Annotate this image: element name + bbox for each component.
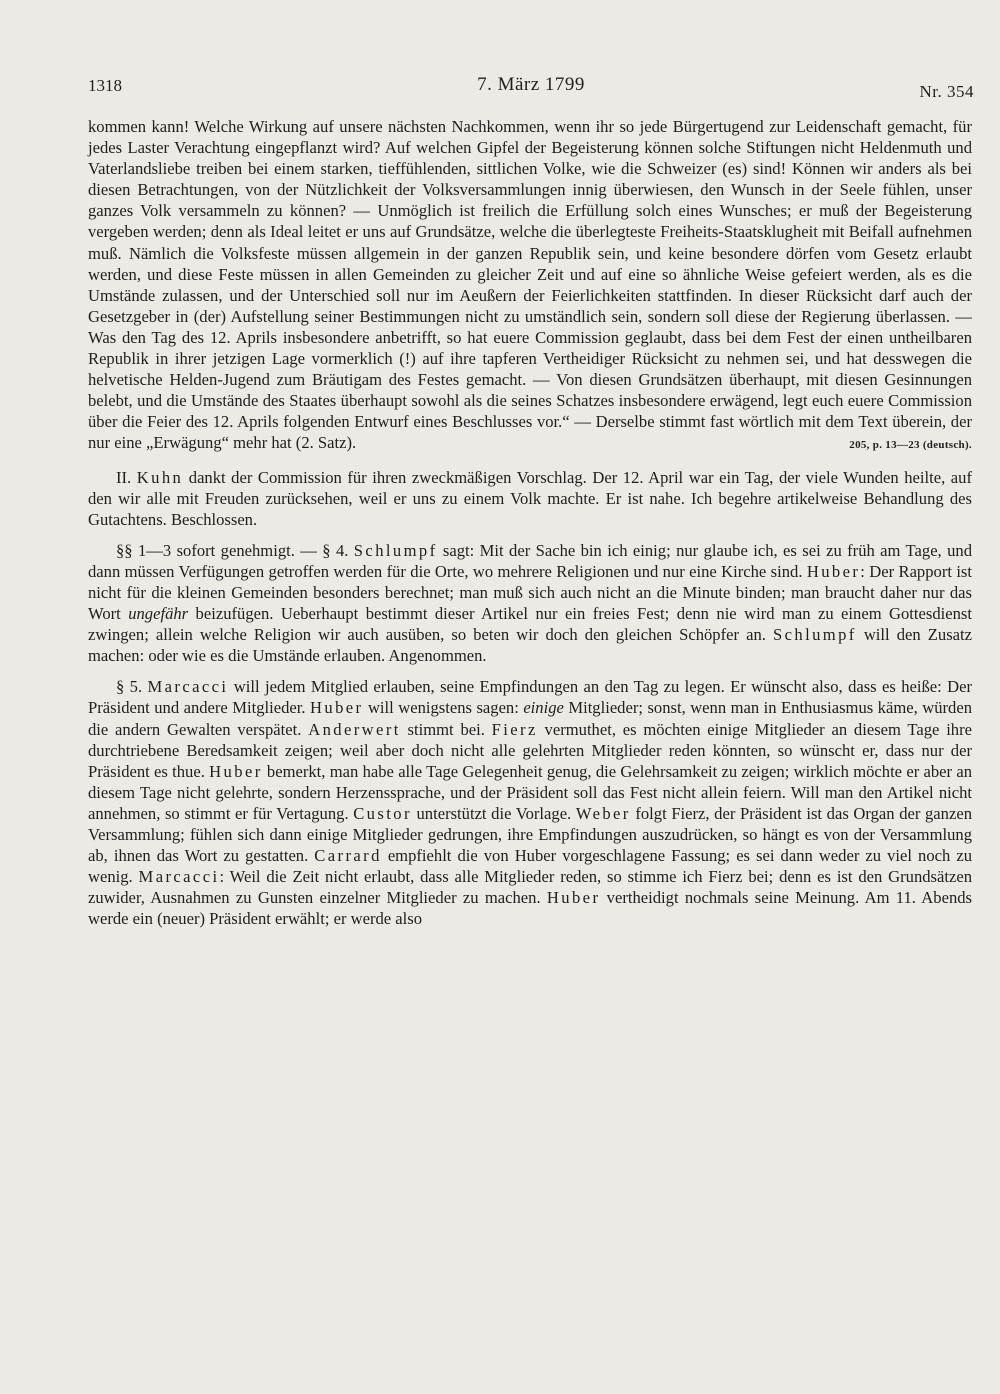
paragraph-1: [88, 116, 972, 457]
speaker-name: Schlumpf: [773, 625, 857, 645]
text-segment: sagt: Mit der Sache bin ich einig; nur glaube ich, es sei zu früh am Tage, und dann müssen Verfügungen getroffen werden für die Orte, wo mehrere Religionen und nur eine Kirche sind.: [88, 540, 972, 581]
speaker-name: Schlumpf: [353, 540, 438, 560]
speaker-name: Kuhn: [136, 467, 184, 487]
speaker-name: Custor: [353, 803, 412, 823]
paragraph-2: [88, 467, 972, 530]
text-segment: dankt der Commission für ihren zweckmäßigen Vorschlag. Der 12. April war ein Tag, der viele Wunden heilte, auf den wir alle mit Freuden zurücksehen, weil er uns zu einem Volk machte. Er ist nahe. Ich begehre artikelweise Behandlung des Gutachtens. Beschlossen.: [88, 467, 972, 529]
text-segment: §§ 1—3 sofort genehmigt. — § 4.: [116, 540, 354, 560]
speaker-name: Huber: [209, 761, 263, 781]
text-segment: will wenigstens sagen:: [363, 698, 524, 718]
speaker-name: Fierz: [491, 719, 538, 739]
text-segment: bemerkt, man habe alle Tage Gelegenheit genug, die Gelehrsamkeit zu zeigen; wirklich möchte er aber an diesem Tage nicht gelehrte, sondern Herzenssprache, und der Präsident soll das Fest nicht allein feiern. Will man den Artikel nicht annehmen, so stimmt er für Vertagung.: [88, 761, 973, 823]
page-number: 1318: [88, 76, 122, 95]
speaker-name: Carrard: [314, 846, 382, 866]
text-segment: will jedem Mitglied erlauben, seine Empfindungen an den Tag zu legen. Er wünscht also, dass es heiße: Der Präsident und andere Mitglieder.: [88, 677, 973, 718]
text-segment: beizufügen. Ueberhaupt bestimmt dieser Artikel nur ein freies Fest; denn nie wird man zu einem Gottesdienst zwingen; allein welche Religion wir auch ausüben, so beten wir doch den gleichen Schöpfer an.: [88, 604, 972, 645]
text-segment: vermuthet, es möchten einige Mitglieder an diesem Tage ihre durchtriebene Beredsamkeit zeigen; weil aber doch nicht alle gelehrten Mitglieder reden könnten, so wünscht er, dass nur der Präsident es thue.: [88, 719, 972, 781]
text-segment: Mitglieder; sonst, wenn man in Enthusiasmus käme, würden die andern Gewalten verspätet.: [88, 698, 972, 739]
document-number: Nr. 354: [919, 82, 974, 101]
text-segment: § 5.: [116, 677, 148, 697]
speaker-name: Huber: [546, 888, 601, 908]
speaker-name: Marcacci: [147, 677, 229, 697]
text-segment: II.: [116, 467, 137, 487]
text-segment: empfiehlt die von Huber vorgeschlagene Fassung; es sei dann weder zu viel noch zu wenig.: [88, 846, 972, 887]
speaker-name: Huber: [806, 561, 861, 581]
text-segment: : Der Rapport ist nicht für die kleinen Gemeinden besonders berechnet; man muß sich auch nicht an die Minute binden; man braucht daher nur das Wort: [88, 561, 972, 624]
text-segment: folgt Fierz, der Präsident ist das Organ der ganzen Versammlung; fühlen sich dann einige Mitglieder gedrungen, ihre Empfindungen auszudrücken, so hängt es von der Versammlung ab, ihnen das Wort zu gestatten.: [88, 803, 972, 866]
text-segment: : Weil die Zeit nicht erlaubt, dass alle Mitglieder reden, so stimme ich Fierz bei; denn es ist den Grundsätzen zuwider, Ausnahmen zu Gunsten einzelner Mitglieder zu machen.: [88, 867, 972, 908]
speaker-name: Anderwert: [308, 719, 401, 739]
speaker-name: Marcacci: [138, 867, 220, 887]
speaker-name: Weber: [575, 803, 631, 823]
speaker-name: Huber: [310, 698, 364, 718]
italic-word: einige: [523, 698, 564, 718]
text-segment: stimmt bei.: [400, 719, 492, 739]
paragraph-4: [88, 676, 972, 929]
text-segment: will den Zusatz machen: oder wie es die Umstände erlauben. Angenommen.: [88, 625, 972, 666]
text-segment: vertheidigt nochmals seine Meinung. Am 11. Abends werde ein (neuer) Präsident erwählt; er werde also: [88, 888, 973, 929]
italic-word: ungefähr: [128, 604, 189, 624]
paragraph-3: [88, 540, 972, 667]
document-body: [88, 116, 972, 929]
page-header: [88, 74, 974, 104]
text-segment: unterstützt die Vorlage.: [411, 803, 576, 823]
source-note: 205, p. 13—23 (deutsch).: [849, 439, 972, 452]
paragraph-1-text: kommen kann! Welche Wirkung auf unsere nächsten Nachkommen, wenn ihr so jede Bürgertugend zur Leidenschaft gemacht, für jedes Laster Verachtung eingepflanzt wird? Auf welchen Gipfel der Begeisterung können solche Stiftungen nicht Heldenmuth und Vaterlandsliebe treiben bei einem starken, tieffühlenden, sittlichen Volke, wie die Schweizer (es) sind! Können wir anders als bei diesen Betrachtungen, von der Nützlichkeit der Volksversammlungen innig überwiesen, den Wunsch in der Seele fühlen, unser ganzes Volk versammeln zu können? — Unmöglich ist freilich die Erfüllung solch eines Wunsches; er muß der Begeisterung vergeben werden; denn als Ideal leitet er uns auf Grundsätze, welche die überlegteste Freiheits-Staatsklugheit mit Beifall aufnehmen muß. Nämlich die Volksfeste müssen allgemein in der ganzen Republik sein, und keine besondere dörfen vom Gesetz erlaubt werden, und diese Feste müssen in allen Gemeinden zu gleicher Zeit und auf eine so ähnliche Weise gefeiert werden, als es die Umstände zulassen, und der Unterschied soll nur im Aeußern der Feierlichkeiten stattfinden. In dieser Rücksicht darf auch der Gesetzgeber in (der) Aufstellung seiner Bestimmungen nicht zu umständlich sein, sondern soll diese der Regierung überlassen. — Was den Tag des 12. Aprils insbesondere anbetrifft, so hat euere Commission geglaubt, dass bei dem Fest der einen untheilbaren Republik in ihrer jetzigen Lage vormerklich (!) auf ihre tapferen Vertheidiger Rücksicht zu nehmen sei, und hat desswegen die helvetische Helden-Jugend zum Bräutigam des Festes gemacht. — Von diesen Grundsätzen überhaupt, mit diesen Gesinnungen belebt, und die Umstände des Staates überhaupt sowohl als die seines Schatzes insbesondere erwägend, legt euch euere Commission über die Feier des 12. Aprils folgenden Entwurf eines Beschlusses vor.“ — Derselbe stimmt fast wörtlich mit dem Text überein, der nur eine „Erwägung“ mehr hat (2. Satz).: [88, 117, 972, 453]
header-date: 7. März 1799: [477, 74, 585, 95]
